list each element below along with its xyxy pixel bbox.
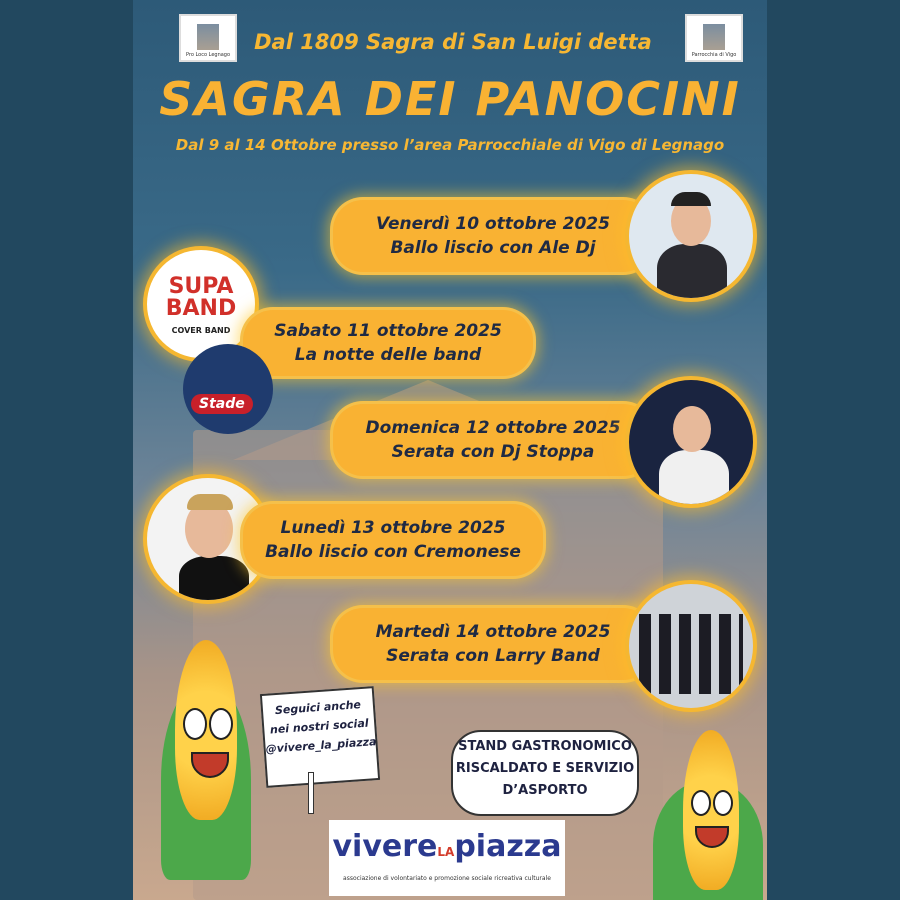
social-sign: Seguici anche nei nostri social @vivere_la_piazza xyxy=(260,686,380,788)
dates-location: Dal 9 al 14 Ottobre presso l’area Parrocchiale di Vigo di Legnago xyxy=(175,136,725,154)
event-date: Martedì 14 ottobre 2025 xyxy=(375,622,611,642)
stand-bubble: STAND GASTRONOMICO RISCALDATO E SERVIZIO D’ASPORTO xyxy=(451,730,639,816)
sign-stick xyxy=(308,772,314,814)
event-monday xyxy=(243,504,543,576)
vivere-la-piazza-logo: vivereLApiazza associazione di volontariato e promozione sociale ricreativa culturale xyxy=(329,820,565,896)
dj-stoppa-photo xyxy=(629,380,753,504)
event-description: Ballo liscio con Ale Dj xyxy=(390,238,596,258)
corn-mascot-left xyxy=(143,640,273,900)
subtitle: Dal 1809 Sagra di San Luigi detta xyxy=(254,30,652,54)
stade-band-photo: Stade xyxy=(183,344,273,434)
event-date: Lunedì 13 ottobre 2025 xyxy=(280,518,506,538)
event-date: Sabato 11 ottobre 2025 xyxy=(274,321,502,341)
event-friday xyxy=(333,200,653,272)
event-date: Domenica 12 ottobre 2025 xyxy=(365,418,621,438)
event-date: Venerdì 10 ottobre 2025 xyxy=(376,214,610,234)
parrocchia-logo: Parrocchia di Vigo xyxy=(685,14,743,62)
larry-band-photo xyxy=(629,584,753,708)
event-description: Serata con Larry Band xyxy=(386,646,600,666)
supa-band-logo: SUPA BAND COVER BAND xyxy=(147,250,255,358)
event-description: Serata con Dj Stoppa xyxy=(391,442,595,462)
event-tuesday xyxy=(333,608,653,680)
event-description: La notte delle band xyxy=(294,345,482,365)
event-description: Ballo liscio con Cremonese xyxy=(265,542,521,562)
poster xyxy=(133,0,767,900)
corn-mascot-right xyxy=(653,730,767,900)
event-saturday xyxy=(243,310,533,376)
ale-dj-photo xyxy=(629,174,753,298)
page-title: SAGRA DEI PANOCINI xyxy=(159,72,741,126)
pro-loco-logo: Pro Loco Legnago xyxy=(179,14,237,62)
event-sunday xyxy=(333,404,653,476)
